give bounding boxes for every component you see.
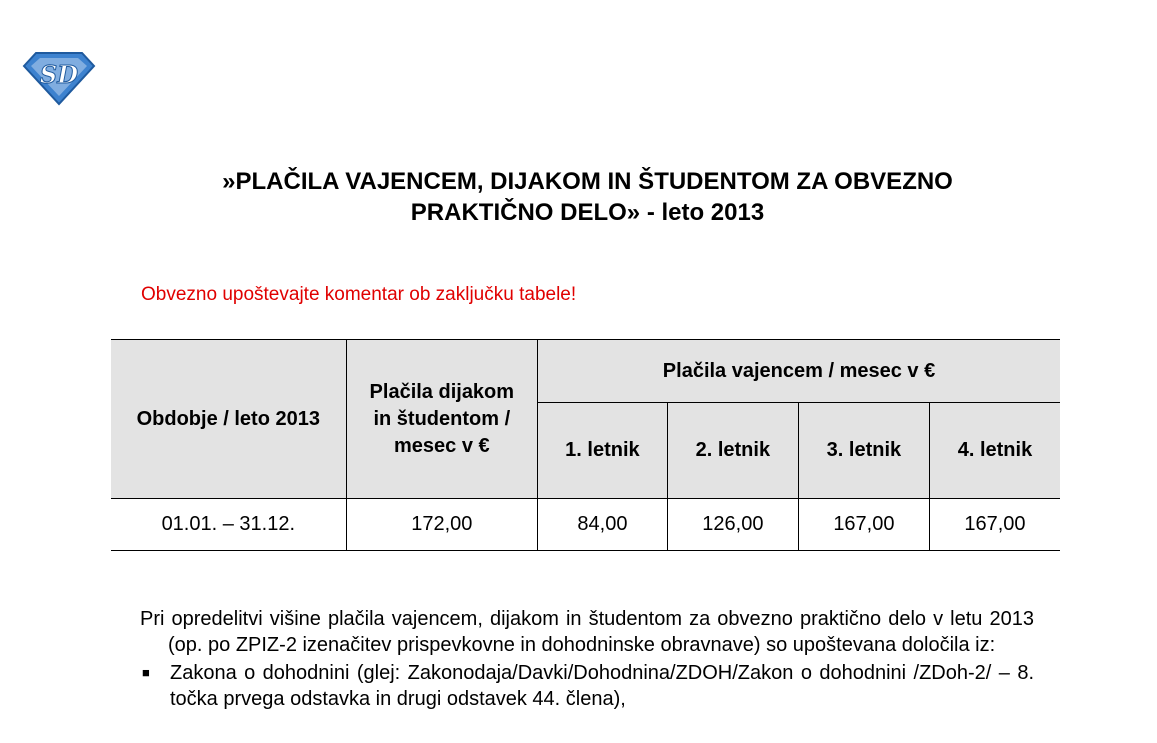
document-title [140, 166, 1035, 228]
cell-students: 172,00 [346, 499, 537, 551]
cell-year-2: 126,00 [667, 499, 798, 551]
header-students: Plačila dijakom in študentom / mesec v € [346, 340, 537, 499]
explanation-paragraph: Pri opredelitvi višine plačila vajencem, dijakom in študentom za obvezno praktično delo v letu 2013 (op. po ZPIZ-2 izenačitev prispevkovne in dohodninske obravnave) so upoštevana določila iz: [140, 608, 1034, 656]
cell-period: 01.01. – 31.12. [111, 499, 346, 551]
sd-shield-logo [22, 50, 96, 106]
title-line-2: PRAKTIČNO DELO» - leto 2013 [410, 199, 765, 226]
payments-table [111, 339, 1060, 551]
header-apprentices: Plačila vajencem / mesec v € [538, 340, 1060, 403]
header-period: Obdobje / leto 2013 [111, 340, 346, 499]
title-line-1: »PLAČILA VAJENCEM, DIJAKOM IN ŠTUDENTOM ZA OBVEZNO [222, 168, 953, 195]
list-item [140, 660, 1034, 712]
header-year-4: 4. letnik [929, 403, 1060, 499]
cell-year-3: 167,00 [798, 499, 929, 551]
cell-year-1: 84,00 [538, 499, 668, 551]
header-year-3: 3. letnik [798, 403, 929, 499]
warning-note: Obvezno upoštevajte komentar ob zaključku tabele! [141, 284, 577, 305]
header-year-2: 2. letnik [667, 403, 798, 499]
bullet-square-icon: ■ [142, 665, 150, 680]
header-year-1: 1. letnik [538, 403, 668, 499]
list-item-text: Zakona o dohodnini (glej: Zakonodaja/Davki/Dohodnina/ZDOH/Zakon o dohodnini /ZDoh-2/ – 8. točka prvega odstavka in drugi odstavek 44. člena), [170, 662, 1034, 710]
logo-text: SD [39, 60, 79, 89]
cell-year-4: 167,00 [929, 499, 1060, 551]
table-row [111, 499, 1060, 551]
explanation-text [140, 606, 1034, 712]
